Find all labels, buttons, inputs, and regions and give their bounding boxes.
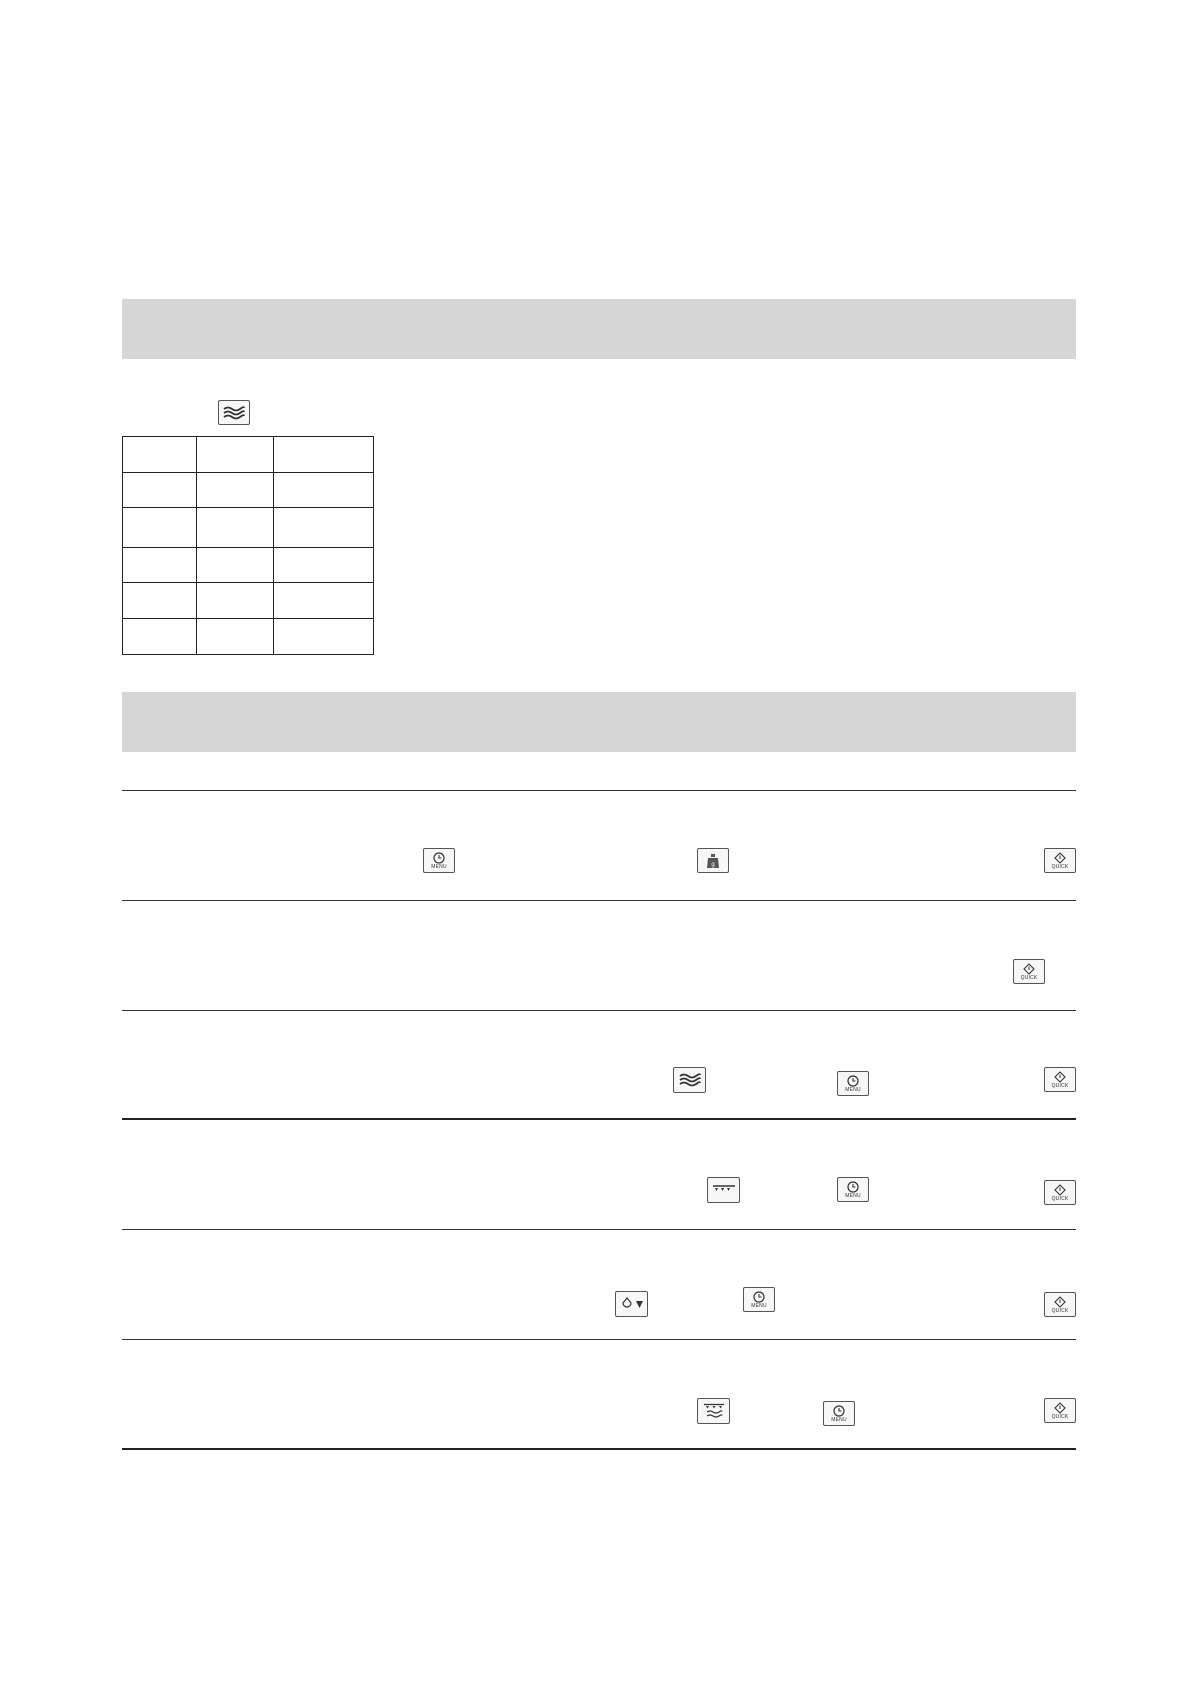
quick-start-icon bbox=[1054, 1296, 1066, 1308]
microwave-power-button[interactable] bbox=[218, 400, 250, 425]
quick-button-label: QUICK bbox=[1051, 1413, 1069, 1420]
quick-button-label: QUICK bbox=[1051, 863, 1069, 870]
menu-button[interactable] bbox=[837, 1177, 869, 1202]
quick-start-icon bbox=[1054, 852, 1066, 864]
table-cell bbox=[274, 508, 374, 548]
table-cell bbox=[123, 548, 197, 583]
table-row bbox=[123, 548, 374, 583]
grill-button[interactable] bbox=[707, 1177, 740, 1203]
quick-start-button[interactable] bbox=[1044, 1292, 1076, 1317]
table-cell bbox=[123, 619, 197, 655]
clock-menu-icon bbox=[833, 1405, 845, 1417]
table-cell bbox=[197, 437, 274, 473]
quick-start-button[interactable] bbox=[1013, 959, 1045, 984]
table-row bbox=[123, 583, 374, 619]
table-cell bbox=[274, 473, 374, 508]
quick-start-icon bbox=[1023, 963, 1035, 975]
row-divider bbox=[122, 900, 1076, 901]
svg-text:g: g bbox=[711, 861, 715, 868]
defrost-button[interactable] bbox=[615, 1291, 648, 1317]
grill-icon bbox=[711, 1184, 737, 1196]
defrost-drop-icon bbox=[619, 1297, 645, 1311]
row-divider bbox=[122, 1229, 1076, 1230]
menu-button[interactable] bbox=[823, 1401, 855, 1426]
quick-button-label: QUICK bbox=[1051, 1082, 1069, 1089]
row-divider bbox=[122, 1118, 1076, 1120]
table-cell bbox=[123, 583, 197, 619]
table-row bbox=[123, 437, 374, 473]
menu-button-label: MENU bbox=[431, 863, 447, 870]
quick-start-icon bbox=[1054, 1071, 1066, 1083]
quick-start-icon bbox=[1054, 1402, 1066, 1414]
menu-button-label: MENU bbox=[831, 1416, 847, 1423]
table-cell bbox=[197, 508, 274, 548]
quick-button-label: QUICK bbox=[1020, 974, 1038, 981]
clock-menu-icon bbox=[847, 1075, 859, 1087]
menu-button[interactable] bbox=[837, 1071, 869, 1096]
combi-grill-microwave-icon bbox=[702, 1403, 726, 1419]
menu-button[interactable] bbox=[423, 848, 455, 873]
table-row bbox=[123, 619, 374, 655]
row-divider bbox=[122, 1448, 1076, 1450]
row-divider bbox=[122, 790, 1076, 791]
table-cell bbox=[123, 437, 197, 473]
microwave-waves-icon bbox=[678, 1072, 702, 1088]
table-cell bbox=[274, 437, 374, 473]
table-cell bbox=[274, 548, 374, 583]
microwave-power-button[interactable] bbox=[673, 1067, 706, 1093]
clock-menu-icon bbox=[753, 1291, 765, 1303]
quick-start-button[interactable] bbox=[1044, 1398, 1076, 1423]
weight-button[interactable] bbox=[697, 848, 729, 873]
quick-start-button[interactable] bbox=[1044, 848, 1076, 873]
table-cell bbox=[197, 548, 274, 583]
quick-button-label: QUICK bbox=[1051, 1195, 1069, 1202]
quick-start-button[interactable] bbox=[1044, 1067, 1076, 1092]
row-divider bbox=[122, 1010, 1076, 1011]
clock-menu-icon bbox=[847, 1181, 859, 1193]
power-level-table bbox=[122, 436, 374, 655]
clock-menu-icon bbox=[433, 852, 445, 864]
menu-button-label: MENU bbox=[845, 1086, 861, 1093]
table-cell bbox=[274, 619, 374, 655]
table-cell bbox=[123, 473, 197, 508]
row-divider bbox=[122, 1339, 1076, 1340]
section-header-band-1 bbox=[122, 299, 1076, 359]
quick-button-label: QUICK bbox=[1051, 1307, 1069, 1314]
microwave-waves-icon bbox=[222, 405, 246, 421]
quick-start-icon bbox=[1054, 1184, 1066, 1196]
table-cell bbox=[197, 619, 274, 655]
table-row bbox=[123, 508, 374, 548]
combi-button[interactable] bbox=[697, 1398, 730, 1424]
table-cell bbox=[197, 583, 274, 619]
table-cell bbox=[274, 583, 374, 619]
table-row bbox=[123, 473, 374, 508]
weight-icon bbox=[706, 853, 720, 869]
table-cell bbox=[123, 508, 197, 548]
quick-start-button[interactable] bbox=[1044, 1180, 1076, 1205]
menu-button[interactable] bbox=[743, 1287, 775, 1312]
table-cell bbox=[197, 473, 274, 508]
section-header-band-2 bbox=[122, 692, 1076, 752]
menu-button-label: MENU bbox=[751, 1302, 767, 1309]
menu-button-label: MENU bbox=[845, 1192, 861, 1199]
